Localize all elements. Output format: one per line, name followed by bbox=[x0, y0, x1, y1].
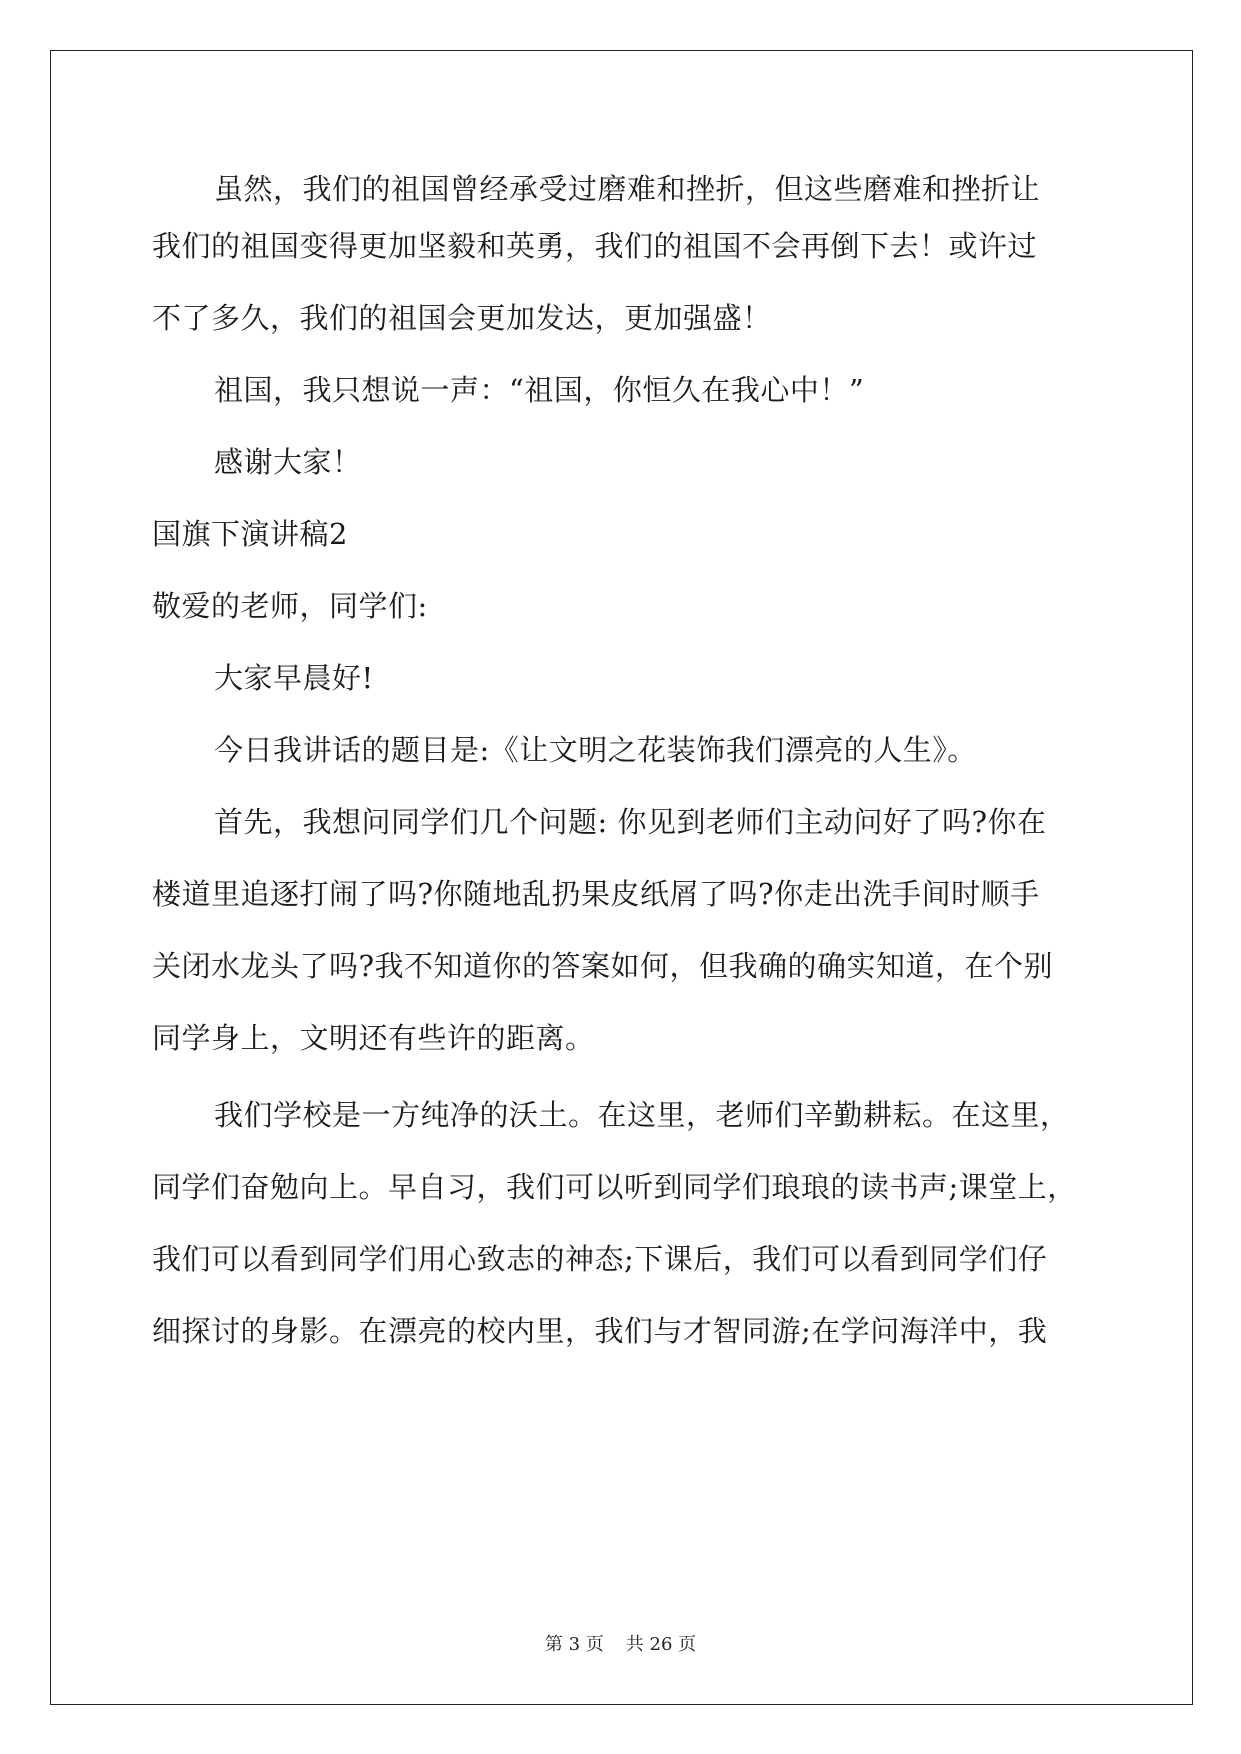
section-title: 国旗下演讲稿2 bbox=[152, 517, 348, 551]
paragraph-line: 祖国，我只想说一声：“祖国，你恒久在我心中！” bbox=[214, 373, 865, 407]
paragraph-line: 今日我讲话的题目是:《让文明之花装饰我们漂亮的人生》。 bbox=[214, 733, 977, 767]
paragraph-line: 我们可以看到同学们用心致志的神态;下课后，我们可以看到同学们仔 bbox=[152, 1242, 1048, 1276]
paragraph-line: 我们学校是一方纯净的沃土。在这里，老师们辛勤耕耘。在这里， bbox=[214, 1098, 1070, 1132]
salutation: 敬爱的老师，同学们: bbox=[152, 589, 428, 623]
paragraph-line: 虽然，我们的祖国曾经承受过磨难和挫折，但这些磨难和挫折让 bbox=[214, 172, 1041, 206]
page-footer bbox=[0, 1633, 1241, 1657]
paragraph-line: 同学们奋勉向上。早自习，我们可以听到同学们琅琅的读书声;课堂上， bbox=[152, 1170, 1077, 1204]
page-total: 共 26 页 bbox=[625, 1634, 697, 1655]
paragraph-line: 首先，我想问同学们几个问题: 你见到老师们主动问好了吗?你在 bbox=[214, 805, 1047, 839]
page-number: 第 3 页 bbox=[544, 1634, 604, 1655]
paragraph-line: 同学身上，文明还有些许的距离。 bbox=[152, 1021, 595, 1055]
greeting: 大家早晨好! bbox=[214, 661, 374, 695]
paragraph-line: 细探讨的身影。在漂亮的校内里，我们与才智同游;在学问海洋中，我 bbox=[152, 1314, 1048, 1348]
paragraph-line: 关闭水龙头了吗?我不知道你的答案如何，但我确的确实知道，在个别 bbox=[152, 949, 1054, 983]
paragraph-line: 我们的祖国变得更加坚毅和英勇，我们的祖国不会再倒下去！或许过 bbox=[152, 229, 1038, 263]
paragraph-line: 楼道里追逐打闹了吗?你随地乱扔果皮纸屑了吗?你走出洗手间时顺手 bbox=[152, 877, 1040, 911]
paragraph-line: 感谢大家！ bbox=[214, 445, 362, 479]
paragraph-line: 不了多久，我们的祖国会更加发达，更加强盛！ bbox=[152, 301, 772, 335]
